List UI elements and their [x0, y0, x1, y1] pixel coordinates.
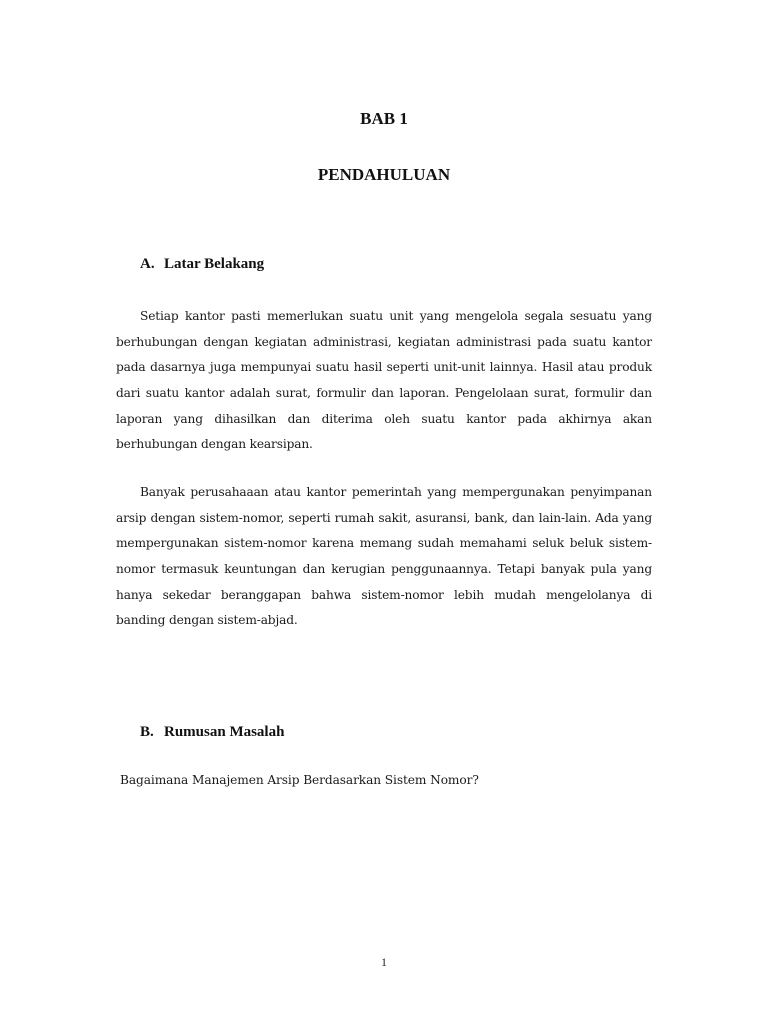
section-letter: B. — [140, 724, 154, 740]
page-number: 1 — [381, 955, 387, 969]
section-title: Latar Belakang — [164, 256, 265, 272]
research-question: Bagaimana Manajemen Arsip Berdasarkan Sistem Nomor? — [120, 773, 479, 787]
chapter-number: BAB 1 — [360, 109, 408, 128]
section-heading-latar-belakang — [140, 256, 264, 273]
section-letter: A. — [140, 256, 155, 272]
paragraph-latar-belakang-1: Setiap kantor pasti memerlukan suatu unit yang mengelola segala sesuatu yang berhubungan dengan kegiatan administrasi, kegiatan administrasi pada suatu kantor pada dasarnya juga mempunyai suatu hasil seperti unit-unit lainnya. Hasil atau produk dari suatu kantor adalah surat, formulir dan laporan. Pengelolaan surat, formulir dan laporan yang dihasilkan dan diterima oleh suatu kantor pada akhirnya akan berhubungan dengan kearsipan. — [116, 309, 652, 452]
section-title: Rumusan Masalah — [164, 724, 285, 740]
chapter-title: PENDAHULUAN — [317, 165, 451, 184]
section-heading-rumusan-masalah — [140, 724, 284, 741]
paragraph-latar-belakang-2: Banyak perusahaaan atau kantor pemerintah yang mempergunakan penyimpanan arsip dengan sistem-nomor, seperti rumah sakit, asuransi, bank, dan lain-lain. Ada yang mempergunakan sistem-nomor karena memang sudah memahami seluk beluk sistem-nomor termasuk keuntungan dan kerugian penggunaannya. Tetapi banyak pula yang hanya sekedar beranggapan bahwa sistem-nomor lebih mudah mengelolanya di banding dengan sistem-abjad. — [116, 485, 652, 628]
